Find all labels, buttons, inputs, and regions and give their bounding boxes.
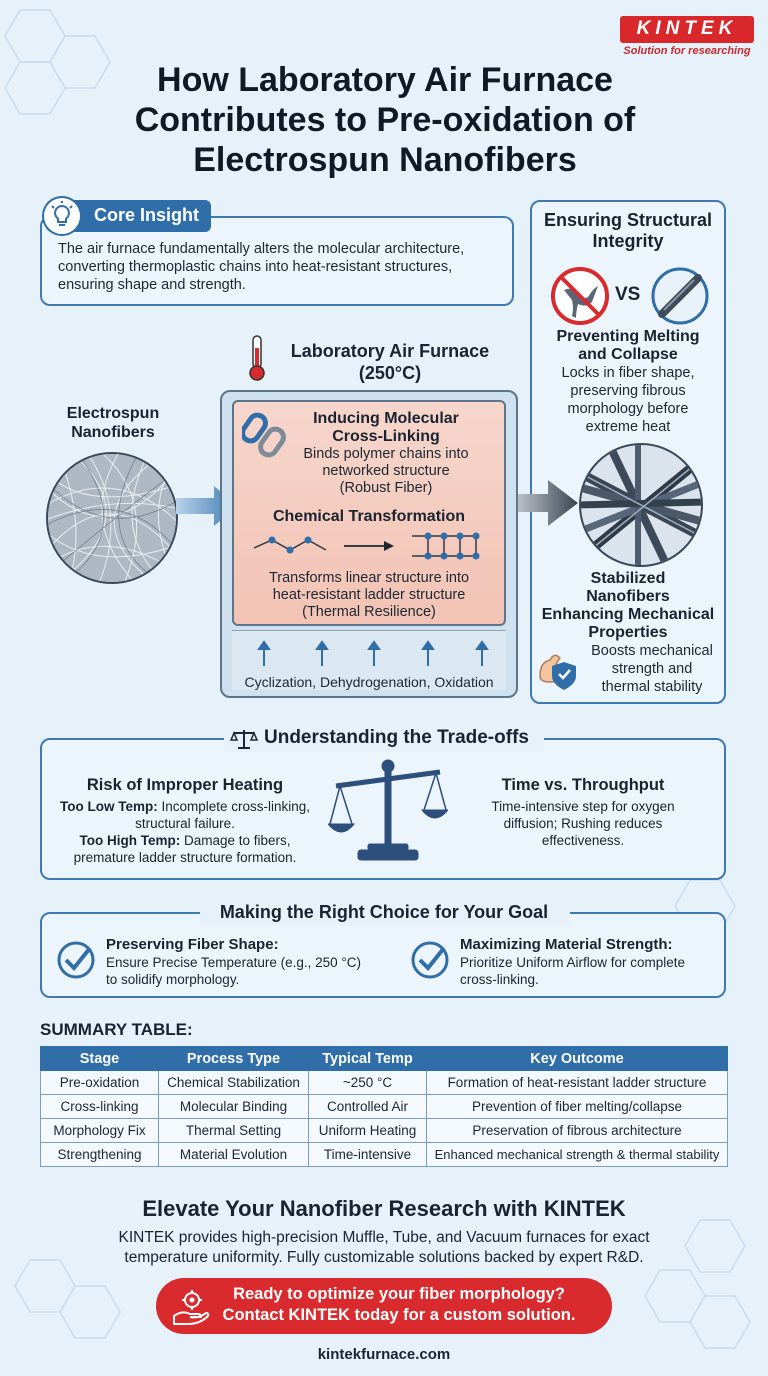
heading-line: Enhancing Mechanical (541, 606, 715, 623)
tradeoffs-title: Understanding the Trade-offs (264, 727, 529, 748)
structural-title-line: Ensuring Structural (543, 210, 713, 230)
low-temp-text: Incomplete cross-linking, (157, 799, 311, 814)
footer-heading: Elevate Your Nanofiber Research with KINTEK (142, 1196, 626, 1221)
core-insight-text (58, 240, 510, 294)
table-header: Stage (41, 1047, 159, 1071)
text-line: Ensure Precise Temperature (e.g., 250 °C) (106, 955, 362, 970)
logo-tagline: Solution for researching (623, 45, 751, 57)
table-cell: Prevention of fiber melting/collapse (427, 1095, 728, 1119)
body-line: Binds polymer chains into (303, 446, 469, 462)
risk-text (50, 798, 320, 866)
page-title (40, 60, 730, 180)
label-line: Stabilized (590, 570, 666, 587)
chemical-transformation-heading: Chemical Transformation (272, 508, 466, 525)
kintek-logo (620, 16, 754, 57)
vs-label: VS (615, 284, 641, 305)
body-line: heat-resistant ladder structure (272, 587, 466, 603)
body-line: morphology before (567, 401, 689, 417)
table-cell: Pre-oxidation (41, 1071, 159, 1095)
body-line: preserving fibrous (570, 383, 686, 399)
preventing-melting-heading (530, 328, 726, 364)
time-line: Time-intensive step for oxygen (491, 799, 675, 814)
table-header: Process Type (159, 1047, 309, 1071)
input-nanofibers-label (40, 404, 186, 442)
footer-line: KINTEK provides high-precision Muffle, Tube, and Vacuum furnaces for exact (118, 1229, 650, 1246)
text-line: cross-linking. (460, 972, 539, 987)
table-cell: Chemical Stabilization (159, 1071, 309, 1095)
table-cell: Morphology Fix (41, 1119, 159, 1143)
title-line: Laboratory Air Furnace (290, 341, 490, 361)
stabilized-nanofibers-label (530, 570, 726, 606)
core-insight-badge: Core Insight (46, 200, 211, 232)
time-heading: Time vs. Throughput (501, 776, 665, 794)
maximizing-strength-heading: Maximizing Material Strength: (460, 936, 673, 953)
low-temp-text: structural failure. (135, 816, 235, 831)
table-cell: Thermal Setting (159, 1119, 309, 1143)
enhancing-mechanical-heading (530, 606, 726, 642)
website-url[interactable]: kintekfurnace.com (317, 1346, 451, 1363)
preserving-shape-text (106, 954, 396, 988)
table-cell: Formation of heat-resistant ladder structure (427, 1071, 728, 1095)
table-header: Typical Temp (309, 1047, 427, 1071)
heading-line: Preventing Melting (556, 328, 700, 345)
risk-heading: Risk of Improper Heating (86, 776, 284, 794)
body-line: (Thermal Resilience) (302, 604, 436, 620)
heading-line: Cross-Linking (332, 428, 440, 445)
time-text (452, 798, 714, 849)
balance-scale-illustration (328, 756, 448, 866)
high-temp-text: Damage to fibers, (180, 833, 291, 848)
linear-to-ladder-diagram (244, 528, 494, 564)
label-line: Electrospun (66, 405, 160, 422)
body-line: Transforms linear structure into (268, 570, 470, 586)
table-row (41, 1119, 728, 1143)
summary-table (40, 1046, 728, 1167)
body-line: (Robust Fiber) (339, 480, 433, 496)
time-line: diffusion; Rushing reduces (503, 816, 663, 831)
preserving-shape-heading: Preserving Fiber Shape: (106, 936, 279, 953)
contact-cta-button[interactable] (156, 1278, 612, 1334)
title-line-1: How Laboratory Air Furnace (157, 61, 613, 99)
title-line-3: Electrospun Nanofibers (193, 141, 577, 179)
heading-line: Properties (588, 624, 668, 641)
body-line: thermal stability (601, 679, 703, 695)
furnace-title (262, 340, 518, 384)
title-line: (250°C) (358, 363, 422, 383)
label-line: Nanofibers (71, 424, 155, 441)
table-cell: Molecular Binding (159, 1095, 309, 1119)
table-cell: Time-intensive (309, 1143, 427, 1167)
core-insight-line: converting thermoplastic chains into heat-resistant structures, (58, 259, 453, 275)
high-temp-label: Too High Temp: (79, 833, 181, 848)
heading-line: and Collapse (578, 346, 678, 363)
footer-text (20, 1228, 748, 1268)
body-line: networked structure (322, 463, 450, 479)
chemical-transformation-text (232, 570, 506, 621)
table-cell: Strengthening (41, 1143, 159, 1167)
body-line: strength and (611, 661, 693, 677)
table-cell: Cross-linking (41, 1095, 159, 1119)
lightbulb-icon (42, 196, 82, 236)
table-cell: Preservation of fibrous architecture (427, 1119, 728, 1143)
high-temp-text: premature ladder structure formation. (73, 850, 297, 865)
table-row (41, 1095, 728, 1119)
crosslinking-heading (276, 410, 496, 446)
airflow-arrows (250, 640, 490, 670)
structural-title-line: Integrity (592, 231, 664, 251)
crosslinking-text (276, 446, 496, 497)
scale-icon (230, 728, 258, 750)
table-cell: Enhanced mechanical strength & thermal stability (427, 1143, 728, 1167)
table-row (41, 1071, 728, 1095)
table-cell: ~250 °C (309, 1071, 427, 1095)
intact-fiber-icon (650, 266, 710, 326)
title-line-2: Contributes to Pre-oxidation of (134, 101, 636, 139)
text-line: to solidify morphology. (106, 972, 240, 987)
maximizing-strength-text (460, 954, 722, 988)
table-cell: Uniform Heating (309, 1119, 427, 1143)
table-header: Key Outcome (427, 1047, 728, 1071)
footer-line: temperature uniformity. Fully customizable solutions backed by expert R&D. (124, 1249, 644, 1266)
furnace-process-label: Cyclization, Dehydrogenation, Oxidation (244, 674, 494, 690)
core-insight-line: ensuring shape and strength. (58, 277, 246, 293)
core-insight-line: The air furnace fundamentally alters the molecular architecture, (58, 241, 465, 257)
strength-shield-icon (536, 646, 582, 692)
cta-line: Ready to optimize your fiber morphology? (233, 1285, 565, 1303)
cta-line: Contact KINTEK today for a custom solution. (222, 1306, 576, 1324)
time-line: effectiveness. (541, 833, 625, 848)
table-row (41, 1143, 728, 1167)
choice-title: Making the Right Choice for Your Goal (219, 902, 549, 922)
table-cell: Controlled Air (309, 1095, 427, 1119)
preventing-melting-text (530, 364, 726, 436)
label-line: Nanofibers (586, 588, 670, 605)
check-circle-icon (410, 940, 450, 980)
check-circle-icon (56, 940, 96, 980)
hand-gear-icon (170, 1286, 210, 1326)
logo-wordmark: KINTEK (620, 16, 754, 43)
body-line: Boosts mechanical (591, 643, 713, 659)
text-line: Prioritize Uniform Airflow for complete (460, 955, 686, 970)
stabilized-nanofibers-image (578, 442, 704, 568)
heading-line: Inducing Molecular (313, 410, 459, 427)
electrospun-nanofibers-image (46, 452, 178, 584)
low-temp-label: Too Low Temp: (59, 799, 158, 814)
table-cell: Material Evolution (159, 1143, 309, 1167)
body-line: extreme heat (585, 419, 671, 435)
enhancing-mechanical-text (582, 642, 722, 696)
summary-title: SUMMARY TABLE: (40, 1020, 193, 1039)
melted-fiber-prohibited-icon (550, 266, 610, 326)
body-line: Locks in fiber shape, (561, 365, 695, 381)
structural-title (530, 210, 726, 252)
table-header-row (41, 1047, 728, 1071)
